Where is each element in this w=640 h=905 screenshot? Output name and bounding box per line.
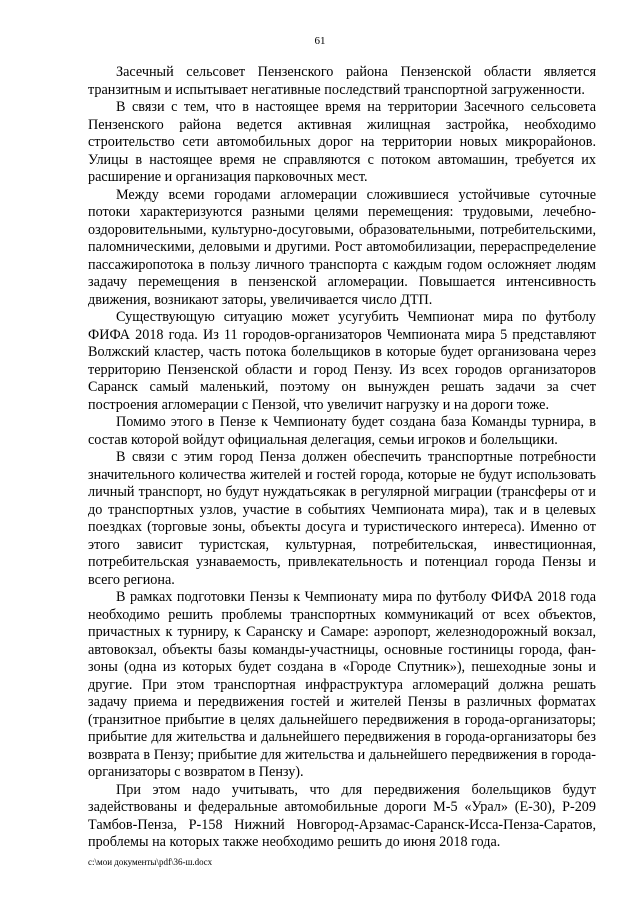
paragraph: Помимо этого в Пензе к Чемпионату будет создана база Команды турнира, в состав которой войдут официальная делегация, семьи игроков и болельщики. <box>88 414 596 448</box>
document-body <box>88 64 596 852</box>
paragraph: В рамках подготовки Пензы к Чемпионату мира по футболу ФИФА 2018 года необходимо решить проблемы транспортных коммуникаций от всех объектов, причастных к турниру, к Саранску и Самаре: аэропорт, железнодорожный вокзал, автовокзал, объекты базы команды-участницы, основные гостиницы города, фан-зоны (одна из которых будет создана в «Городе Спутник»), пешеходные зоны и другие. При этом транспортная инфраструктура агломераций должна решать задачу приема и передвижения гостей и жителей Пензы в различных форматах (транзитное прибытие в целях дальнейшего передвижения в города-организаторы; прибытие для жительства и дальнейшего передвижения в города-организаторы без возврата в Пензу; прибытие для жительства и дальнейшего передвижения в города-организаторы с возвратом в Пензу). <box>88 589 596 780</box>
paragraph: При этом надо учитывать, что для передвижения болельщиков будут задействованы и федеральные автомобильные дороги М-5 «Урал» (Е-30), Р-209 Тамбов-Пенза, Р-158 Нижний Новгород-Арзамас-Саранск-Исса-Пенза-Саратов, проблемы на которых также необходимо решить до июня 2018 года. <box>88 781 596 850</box>
paragraph: В связи с этим город Пенза должен обеспечить транспортные потребности значительного количества жителей и гостей города, которые не будут использовать личный транспорт, но будут нуждатьсякак в регулярной миграции (трансферы от и до транспортных узлов, участие в событиях Чемпионата мира), так и в целевых поездках (торговые зоны, объекты досуга и туристического интереса). Именно от этого зависит туристская, культурная, потребительская, инвестиционная, потребительская узнаваемость, привлекательность и потенциал города Пензы и всего региона. <box>88 449 596 588</box>
paragraph: Между всеми городами агломерации сложившиеся устойчивые суточные потоки характеризуются разными целями перемещения: трудовыми, лечебно-оздоровительными, культурно-досуговыми, образовательными, потребительскими, паломническими, деловыми и другими. Рост автомобилизации, перераспределение пассажиропотока в пользу личного транспорта с каждым годом осложняет людям задачу перемещения в пензенской агломерации. Повышается интенсивность движения, возникают заторы, увеличивается число ДТП. <box>88 186 596 308</box>
footer-file-path: c:\мои документы\pdf\36-ш.docx <box>88 857 213 867</box>
paragraph: Засечный сельсовет Пензенского района Пензенской области является транзитным и испытывает негативные последствий транспортной загруженности. <box>88 64 596 98</box>
page-number: 61 <box>314 35 326 47</box>
paragraph: В связи с тем, что в настоящее время на территории Засечного сельсовета Пензенского района ведется активная жилищная застройка, необходимо строительство сети автомобильных дорог на территории новых микрорайонов. Улицы в настоящее время не справляются с потоком автомашин, требуется их расширение и организация парковочных мест. <box>88 99 596 185</box>
paragraph: Существующую ситуацию может усугубить Чемпионат мира по футболу ФИФА 2018 года. Из 11 городов-организаторов Чемпионата мира 5 представляют Волжский кластер, часть потока болельщиков в которые будет организована через территорию Пензенской области и город Пензу. Из всех городов организаторов Саранск самый маленький, поэтому он вынужден решать задачи за счет построения агломерации с Пензой, что увеличит нагрузку и на дороги тоже. <box>88 309 596 413</box>
